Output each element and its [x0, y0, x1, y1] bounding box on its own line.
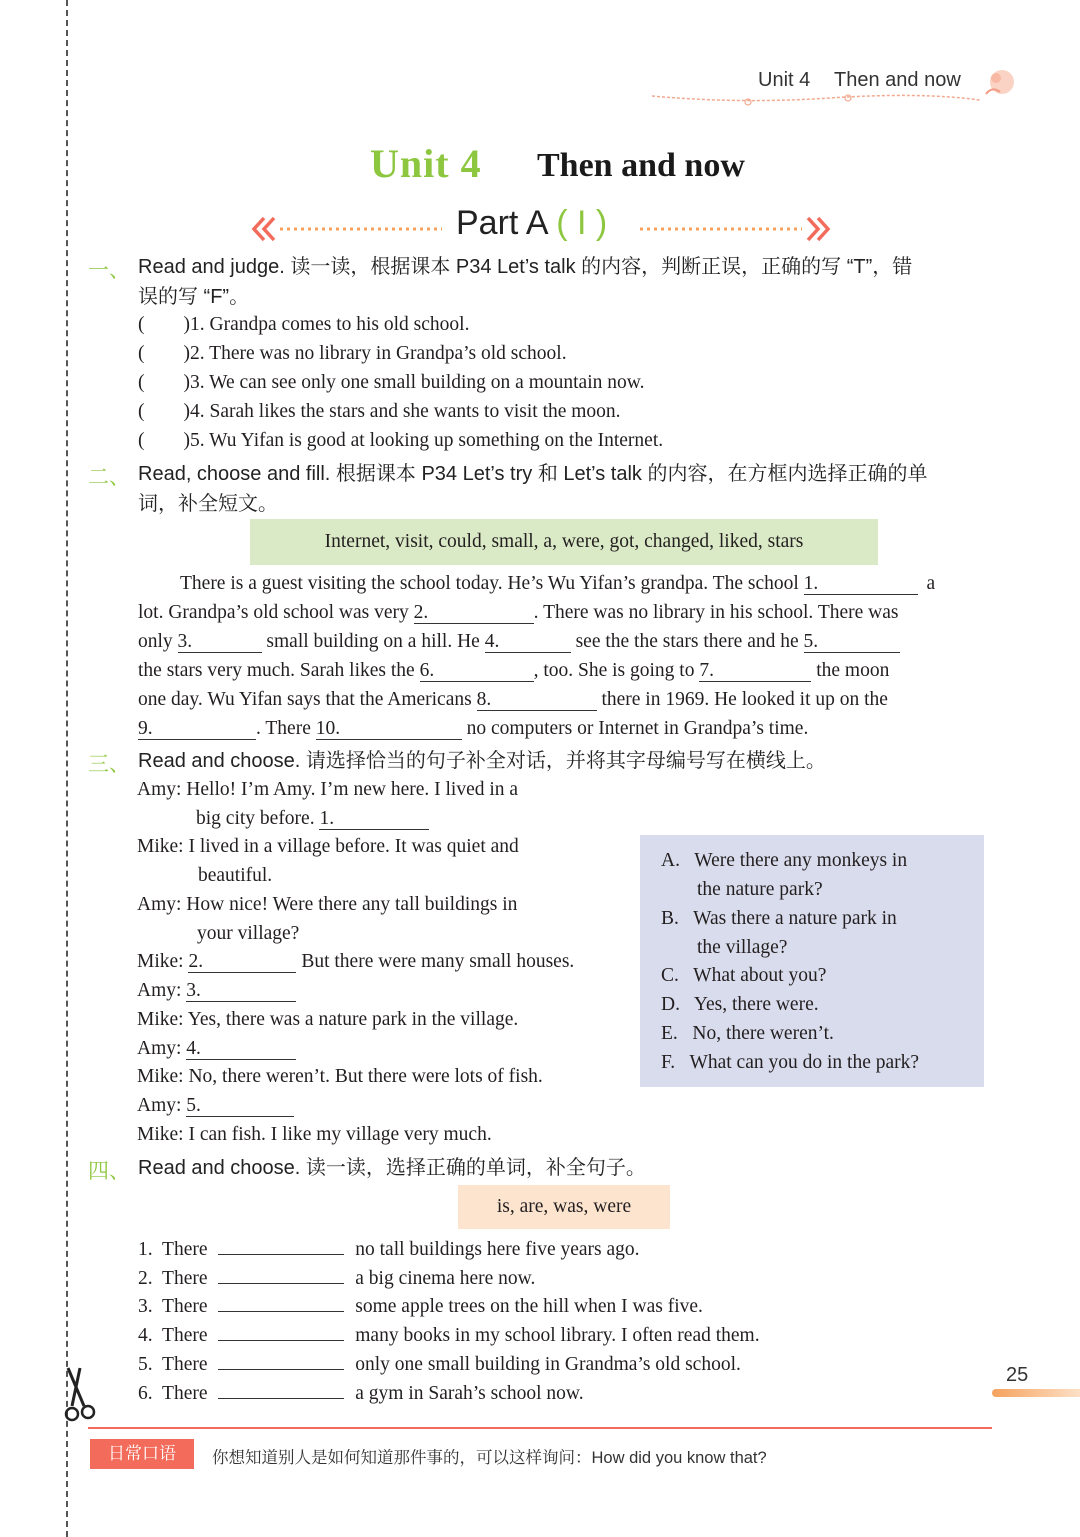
passage-text: small building on a hill. He [266, 631, 480, 652]
fill-blank[interactable] [218, 1398, 344, 1399]
option-a [661, 850, 907, 872]
speaker-mike: Mike: [137, 951, 184, 972]
option-text: No, there weren’t. [692, 1023, 834, 1044]
passage-text: one day. Wu Yifan says that the Americans [138, 689, 472, 710]
speaker-amy: Amy: [137, 779, 182, 800]
dialogue-text: But there were many small houses. [301, 951, 575, 972]
judge-item-4 [138, 401, 621, 423]
part-label: Part A [456, 204, 547, 242]
fill-item-text: many books in my school library. I often read them. [355, 1325, 760, 1346]
passage-blank-5[interactable]: 5. [804, 632, 900, 653]
speaker-mike: Mike: [137, 1066, 184, 1087]
fill-item-lead: There [162, 1383, 208, 1404]
fill-item-text: only one small building in Grandma’s old school. [355, 1354, 741, 1375]
section-1-instruction-line1: Read and judge. 读一读，根据课本 P34 Let’s talk 的内容，判断正误，正确的写 “T”，错 [138, 256, 913, 278]
fill-item-5 [138, 1354, 741, 1376]
fill-item-text: a big cinema here now. [355, 1268, 536, 1289]
fill-item-number: 5. [138, 1354, 153, 1375]
fill-blank[interactable] [218, 1283, 344, 1284]
speaker-amy: Amy: [137, 980, 182, 1001]
fill-item-lead: There [162, 1325, 208, 1346]
judge-item-text: There was no library in Grandpa’s old school. [209, 343, 567, 364]
dialogue-blank-5[interactable]: 5. [186, 1096, 294, 1117]
passage-blank-3[interactable]: 3. [178, 632, 262, 653]
passage-line-5 [138, 689, 888, 711]
dialogue-line-2-cont: beautiful. [198, 865, 273, 886]
dialogue-line-1 [137, 779, 518, 801]
judge-item-5 [138, 430, 663, 452]
judge-item-text: Grandpa comes to his old school. [209, 314, 470, 335]
page-number: 25 [1006, 1364, 1029, 1386]
judge-item-1 [138, 314, 469, 336]
options-box [640, 835, 984, 1087]
dialogue-line-9 [137, 1095, 294, 1117]
judge-item-mark[interactable]: ( )4. [138, 401, 205, 422]
dialogue-line-2 [137, 836, 519, 858]
option-letter: E. [661, 1023, 678, 1044]
speaker-mike: Mike: [137, 1009, 184, 1030]
passage-text: no computers or Internet in Grandpa’s time. [466, 718, 809, 739]
dialogue-text: No, there weren’t. But there were lots of fish. [188, 1066, 543, 1087]
passage-blank-9[interactable]: 9. [138, 719, 256, 740]
passage-text: a [926, 573, 936, 594]
dialogue-line-8 [137, 1066, 543, 1088]
option-text: Was there a nature park in [693, 908, 897, 929]
page-number-bar [992, 1389, 1080, 1397]
dialogue-line-3-cont: your village? [197, 923, 300, 944]
passage-blank-4[interactable]: 4. [485, 632, 571, 653]
judge-item-mark[interactable]: ( )2. [138, 343, 205, 364]
passage-blank-2[interactable]: 2. [414, 603, 534, 624]
fill-item-lead: There [162, 1354, 208, 1375]
dialogue-text: I lived in a village before. It was quiet and [188, 836, 519, 857]
passage-blank-8[interactable]: 8. [477, 690, 597, 711]
option-letter: D. [661, 994, 680, 1015]
option-letter: B. [661, 908, 679, 929]
dialogue-text: big city before. [196, 808, 315, 829]
fill-item-6 [138, 1383, 584, 1405]
judge-item-3 [138, 372, 644, 394]
footer-tip: 你想知道别人是如何知道那件事的，可以这样询问：How did you know that? [212, 1449, 767, 1467]
passage-text: there in 1969. He looked it up on the [601, 689, 888, 710]
unit-name: Then and now [537, 147, 745, 184]
dialogue-blank-3[interactable]: 3. [186, 981, 296, 1002]
dialogue-text: Yes, there was a nature park in the village. [187, 1009, 519, 1030]
left-arrow-decoration-icon [250, 214, 446, 244]
judge-item-mark[interactable]: ( )1. [138, 314, 205, 335]
option-text: What about you? [693, 965, 827, 986]
running-head-unit: Unit 4 [758, 69, 811, 91]
passage-line-1 [180, 573, 935, 595]
dialogue-line-5 [137, 980, 296, 1002]
option-letter: F. [661, 1052, 676, 1073]
section-3-number: 三、 [88, 753, 130, 776]
option-letter: C. [661, 965, 679, 986]
cut-line [66, 0, 68, 1537]
passage-text: There is a guest visiting the school today. He’s Wu Yifan’s grandpa. The school [180, 573, 799, 594]
passage-blank-10[interactable]: 10. [316, 719, 462, 740]
fill-item-number: 1. [138, 1239, 153, 1260]
dialogue-text: Hello! I’m Amy. I’m new here. I lived in a [186, 779, 519, 800]
passage-line-3 [138, 631, 900, 653]
word-box-2: is, are, was, were [458, 1185, 670, 1229]
section-2-instruction [138, 459, 928, 519]
speaker-amy: Amy: [137, 1095, 182, 1116]
dialogue-line-1-cont [196, 808, 429, 830]
passage-text: lot. Grandpa’s old school was very [138, 602, 409, 623]
dialogue-blank-4[interactable]: 4. [186, 1039, 296, 1060]
dialogue-line-3 [137, 894, 517, 916]
passage-text: the moon [816, 660, 890, 681]
judge-item-mark[interactable]: ( )3. [138, 372, 205, 393]
option-c [661, 965, 826, 987]
fill-item-lead: There [162, 1268, 208, 1289]
option-text: What can you do in the park? [689, 1052, 920, 1073]
scissors-icon [58, 1366, 102, 1428]
judge-item-text: Wu Yifan is good at looking up something on the Internet. [209, 430, 664, 451]
dialogue-text: How nice! Were there any tall buildings in [186, 894, 518, 915]
dialogue-text: I can fish. I like my village very much. [188, 1124, 492, 1145]
option-letter: A. [661, 850, 680, 871]
passage-line-2 [138, 602, 899, 624]
dialogue-blank-2[interactable]: 2. [188, 952, 296, 973]
fill-item-lead: There [162, 1296, 208, 1317]
judge-item-text: Sarah likes the stars and she wants to visit the moon. [209, 401, 621, 422]
footer-badge: 日常口语 [90, 1439, 194, 1469]
fill-item-number: 3. [138, 1296, 153, 1317]
passage-blank-6[interactable]: 6. [420, 661, 534, 682]
passage-line-6 [138, 718, 808, 740]
option-b-cont: the village? [697, 937, 788, 958]
judge-item-2 [138, 343, 567, 365]
unit-title: Unit 4 [370, 141, 482, 186]
judge-item-text: We can see only one small building on a mountain now. [209, 372, 645, 393]
section-1-number: 一、 [88, 259, 130, 282]
speaker-amy: Amy: [137, 1038, 182, 1059]
passage-text: . There was no library in his school. There was [533, 602, 899, 623]
option-b [661, 908, 897, 930]
fill-item-2 [138, 1268, 535, 1290]
section-2-instruction-line2: 词，补全短文。 [138, 493, 278, 515]
section-4-number: 四、 [88, 1160, 130, 1183]
dialogue-line-7 [137, 1038, 296, 1060]
fill-blank[interactable] [218, 1369, 344, 1370]
part-sub-label: ( I ) [556, 204, 608, 242]
footer-rule [88, 1427, 992, 1429]
fill-item-3 [138, 1296, 703, 1318]
option-a-cont: the nature park? [697, 879, 823, 900]
dialogue-blank-1[interactable]: 1. [319, 809, 429, 830]
option-text: Yes, there were. [693, 994, 819, 1015]
fill-item-number: 4. [138, 1325, 153, 1346]
running-head-title: Then and now [834, 69, 961, 91]
fill-item-text: some apple trees on the hill when I was five. [355, 1296, 703, 1317]
option-f [661, 1052, 919, 1074]
speaker-mike: Mike: [137, 836, 184, 857]
fill-blank[interactable] [218, 1254, 344, 1255]
fill-item-text: no tall buildings here five years ago. [355, 1239, 640, 1260]
fill-blank[interactable] [218, 1340, 344, 1341]
option-text: Were there any monkeys in [694, 850, 908, 871]
section-3-instruction: Read and choose. 请选择恰当的句子补全对话，并将其字母编号写在横线上。 [138, 750, 826, 772]
speaker-amy: Amy: [137, 894, 182, 915]
section-2-number: 二、 [88, 466, 130, 489]
section-1-instruction [138, 252, 912, 312]
section-4-instruction: Read and choose. 读一读，选择正确的单词，补全句子。 [138, 1157, 646, 1179]
word-box-1: Internet, visit, could, small, a, were, got, changed, liked, stars [250, 519, 878, 565]
judge-item-mark[interactable]: ( )5. [138, 430, 205, 451]
passage-text: . There [256, 718, 311, 739]
fill-item-lead: There [162, 1239, 208, 1260]
section-2-instruction-line1: Read, choose and fill. 根据课本 P34 Let’s try 和 Let’s talk 的内容，在方框内选择正确的单 [138, 463, 928, 485]
fill-item-text: a gym in Sarah’s school now. [355, 1383, 584, 1404]
dialogue-line-6 [137, 1009, 518, 1031]
part-title [456, 204, 607, 243]
passage-line-4 [138, 660, 889, 682]
dialogue-line-4 [137, 951, 574, 973]
option-e [661, 1023, 834, 1045]
section-1-instruction-line2: 误的写 “F”。 [138, 286, 250, 308]
passage-blank-7[interactable]: 7. [699, 661, 811, 682]
fill-item-1 [138, 1239, 640, 1261]
header-decoration-icon [650, 60, 1020, 112]
fill-item-number: 6. [138, 1383, 153, 1404]
passage-blank-1[interactable]: 1. [804, 574, 918, 595]
passage-text: only [138, 631, 173, 652]
right-arrow-decoration-icon [636, 214, 832, 244]
passage-text: , too. She is going to [533, 660, 695, 681]
passage-text: the stars very much. Sarah likes the [138, 660, 415, 681]
dialogue-line-10 [137, 1124, 492, 1146]
speaker-mike: Mike: [137, 1124, 184, 1145]
fill-item-4 [138, 1325, 760, 1347]
option-d [661, 994, 819, 1016]
passage-text: see the the stars there and he [575, 631, 799, 652]
fill-blank[interactable] [218, 1311, 344, 1312]
fill-item-number: 2. [138, 1268, 153, 1289]
